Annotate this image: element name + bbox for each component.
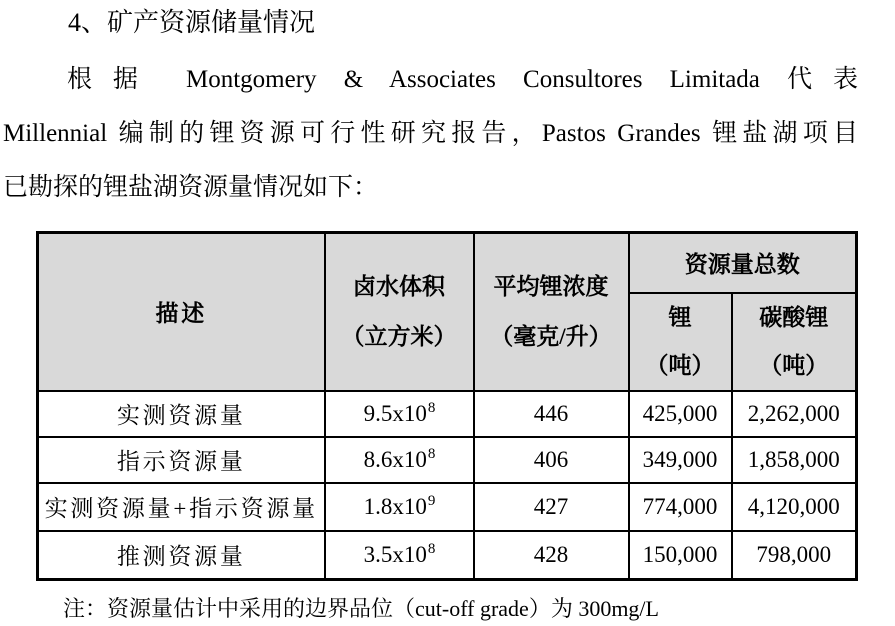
lithium-tonnes-value: 349,000 [629,437,732,483]
concentration-value: 427 [474,483,629,531]
col-header-avg-li-concentration-line2: （毫克/升） [490,323,612,349]
col-header-lithium [629,293,732,391]
resource-table [36,231,858,581]
paragraph-line-2: Millennial 编制的锂资源可行性研究报告，Pastos Grandes 锂盐湖项目 [3,120,858,147]
lithium-tonnes-value: 774,000 [629,483,732,531]
col-header-lithium-carbonate-line1: 碳酸锂 [759,304,829,330]
col-header-total-resources-group [629,233,857,293]
volume-exponent: 8 [427,445,436,462]
col-header-lithium-carbonate [732,293,857,391]
row-description: 指示资源量 [38,437,325,483]
volume-base: 9.5x10 [363,400,427,426]
col-header-avg-li-concentration-line1: 平均锂浓度 [493,273,609,299]
section-heading: 4、矿产资源储量情况 [68,8,316,37]
lithium-tonnes-value: 150,000 [629,531,732,580]
carbonate-tonnes-value: 4,120,000 [732,483,857,531]
volume-base: 8.6x10 [363,446,427,472]
row-description: 实测资源量 [38,391,325,437]
table-row-inferred [38,531,857,580]
col-header-lithium-line1: 锂 [668,304,692,330]
brine-volume-value [325,391,474,437]
col-header-description-label: 描述 [155,301,208,327]
brine-volume-value [325,437,474,483]
paragraph-line-1: 根据 Montgomery & Associates Consultores Limitada 代表 [67,66,858,93]
volume-exponent: 9 [427,492,436,509]
header-row-top [38,233,857,293]
resource-table-header [38,233,857,391]
table-row-measured [38,391,857,437]
paragraph-line-3: 已勘探的锂盐湖资源量情况如下： [3,174,379,201]
volume-base: 1.8x10 [363,493,427,519]
col-header-lithium-carbonate-line2: （吨） [759,352,829,378]
volume-exponent: 8 [427,399,436,416]
row-description: 实测资源量+指示资源量 [38,483,325,531]
col-header-total-resources-label: 资源量总数 [684,252,800,278]
col-header-description [38,233,325,391]
volume-base: 3.5x10 [363,541,427,567]
lithium-tonnes-value: 425,000 [629,391,732,437]
concentration-value: 406 [474,437,629,483]
carbonate-tonnes-value: 798,000 [732,531,857,580]
col-header-brine-volume [325,233,474,391]
table-row-indicated [38,437,857,483]
col-header-brine-volume-line1: 卤水体积 [353,273,445,299]
carbonate-tonnes-value: 1,858,000 [732,437,857,483]
concentration-value: 446 [474,391,629,437]
col-header-avg-li-concentration [474,233,629,391]
brine-volume-value [325,483,474,531]
table-row-measured-plus-indicated [38,483,857,531]
col-header-brine-volume-line2: （立方米） [341,323,457,349]
brine-volume-value [325,531,474,580]
concentration-value: 428 [474,531,629,580]
volume-exponent: 8 [427,540,436,557]
carbonate-tonnes-value: 2,262,000 [732,391,857,437]
table-footnote: 注：资源量估计中采用的边界品位（cut-off grade）为 300mg/L [63,596,659,621]
col-header-lithium-line2: （吨） [645,352,715,378]
row-description: 推测资源量 [38,531,325,580]
